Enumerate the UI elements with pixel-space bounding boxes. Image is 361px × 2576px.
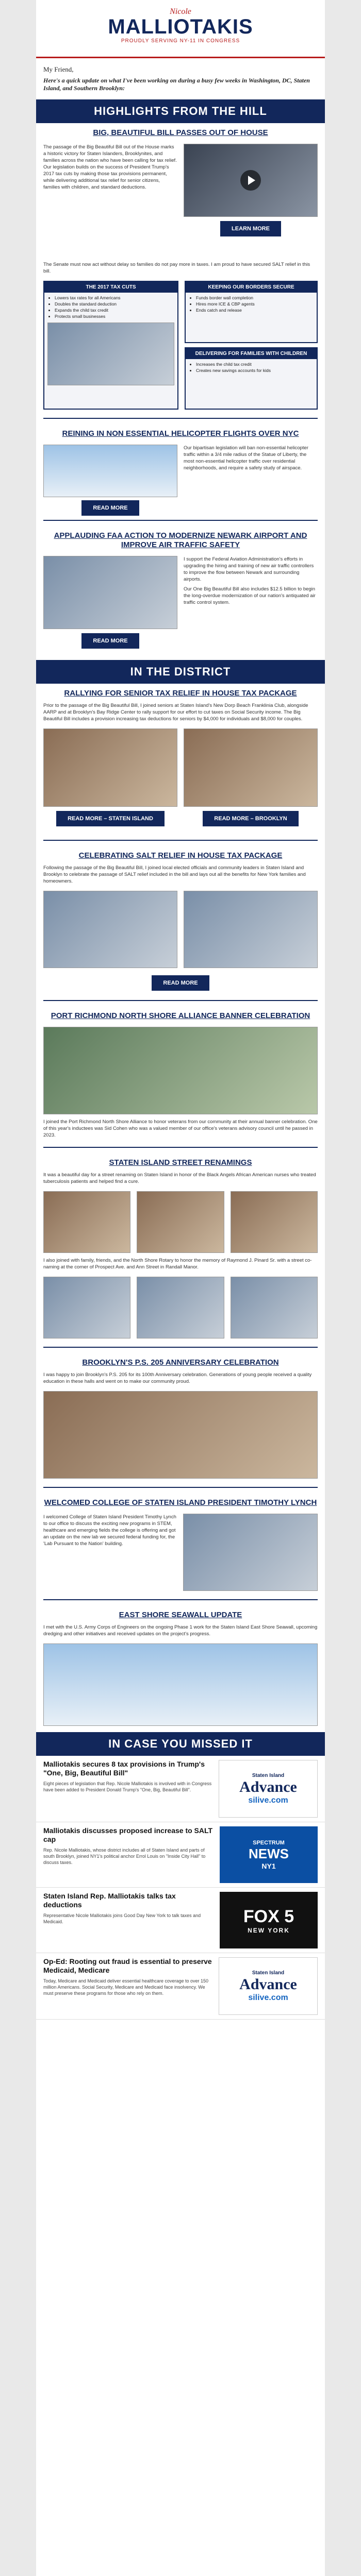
ps205-text: I was happy to join Brooklyn's P.S. 205 for its 100th Anniversary celebration. Generations of young people received a quality education in these halls and went on to make our community proud. [43, 1372, 312, 1384]
street-photo [231, 1191, 318, 1253]
heli-read-more-button[interactable]: READ MORE [81, 500, 139, 516]
news-item[interactable] [36, 1953, 325, 2020]
news-headline[interactable]: Malliotakis secures 8 tax provisions in Trump's "One, Big, Beautiful Bill" [43, 1760, 205, 1777]
section-banner-missed: IN CASE YOU MISSED IT [36, 1732, 325, 1756]
infobox-item: • Expands the child tax credit [55, 307, 173, 313]
bbb-row [36, 141, 325, 260]
csi-text: I welcomed College of Staten Island President Timothy Lynch to our office to discuss the exciting new programs in STEM, healthcare and emerging fields the college is offering and got an update on the new lab we secured federal funding for, the 'Lab Pursuant to the Nation' building. [43, 1514, 176, 1547]
infobox-families [185, 347, 318, 410]
salt-photo-1 [43, 891, 177, 968]
port-text: I joined the Port Richmond North Shore Alliance to honor veterans from our community at their annual banner celebration. One of this year's inductees was Sid Cohen who was a valued member of our office's veterans advisory council until he passed in 2023. [43, 1119, 318, 1138]
news-text [43, 1957, 212, 2015]
streets-photos-2 [36, 1274, 325, 1342]
infobox-item: • Protects small businesses [55, 313, 173, 319]
news-body: Representative Nicole Malliotakis joins Good Day New York to talk taxes and Medicaid. [43, 1913, 201, 1924]
fox5-logo: FOX 5 NEW YORK [220, 1892, 318, 1948]
rally-read-more-si-button[interactable]: READ MORE – STATEN ISLAND [56, 811, 165, 826]
streets-paragraph-1: It was a beautiful day for a street renaming on Staten Island in honor of the Black Angels African American nurses who treated tuberculosis patients and helped find a cure. [43, 1172, 316, 1184]
brand-logo: MALLIOTAKIS [108, 15, 253, 38]
section-banner-district: IN THE DISTRICT [36, 660, 325, 684]
divider [43, 1000, 318, 1001]
news-headline[interactable]: Malliotakis discusses proposed increase to SALT cap [43, 1826, 213, 1843]
salt-read-more-button[interactable]: READ MORE [152, 975, 209, 991]
port-title: PORT RICHMOND NORTH SHORE ALLIANCE BANNER CELEBRATION [51, 1011, 310, 1020]
infographic-image [47, 323, 174, 385]
faa-read-more-button[interactable]: READ MORE [81, 633, 139, 649]
faa-media [43, 556, 177, 654]
ps205-photos [36, 1388, 325, 1482]
infobox-item: • Hires more ICE & CBP agents [196, 301, 313, 307]
salt-photo-2 [184, 891, 318, 968]
seawall-text: I met with the U.S. Army Corps of Engineers on the ongoing Phase 1 work for the Staten Island East Shore Seawall, upcoming dredging and other initiatives and received updates on the project's progress. [43, 1624, 318, 1637]
streets-paragraph-2: I also joined with family, friends, and the North Shore Rotary to honor the memory of Raymond J. Pinard Sr. with a street co-naming at the corner of Prospect Ave. and Ann Street in Randall Manor. [43, 1258, 312, 1270]
faa-row [36, 553, 325, 657]
infobox-item: • Ends catch and release [196, 307, 313, 313]
infobox-borders [185, 281, 318, 343]
ps205-photo [43, 1391, 318, 1479]
infobox-item: • Funds border wall completion [196, 295, 313, 301]
news-item[interactable] [36, 1822, 325, 1888]
rally-photo-brooklyn [184, 728, 318, 807]
infobox-item: • Creates new savings accounts for kids [196, 367, 313, 374]
street-photo [137, 1277, 224, 1338]
rally-photos [36, 725, 325, 835]
salt-text: Following the passage of the Big Beautiful Bill, I joined local elected officials and community leaders in Staten Island and Brooklyn to celebrate the passage of SALT relief included in the bill and lays out all the benefits for New York families and homeowners. [43, 865, 306, 884]
intro-text: Here's a quick update on what I've been working on during a busy few weeks in Washington, DC, Staten Island, and Southern Brooklyn: [43, 77, 310, 92]
rally-col-bk [184, 728, 318, 832]
bbb-text [43, 144, 177, 257]
seawall-photos [36, 1640, 325, 1729]
bbb-title: BIG, BEAUTIFUL BILL PASSES OUT OF HOUSE [93, 128, 268, 137]
section-banner-hill: HIGHLIGHTS FROM THE HILL [36, 99, 325, 123]
play-icon[interactable] [240, 170, 261, 191]
port-photo [43, 1027, 318, 1114]
ny1-logo: SPECTRUM NEWS NY1 [220, 1826, 318, 1883]
port-photos [36, 1024, 325, 1117]
rally-title: RALLYING FOR SENIOR TAX RELIEF IN HOUSE TAX PACKAGE [64, 689, 297, 698]
newsletter [36, 0, 325, 2576]
street-photo [43, 1277, 130, 1338]
rally-text: Prior to the passage of the Big Beautiful Bill, I joined seniors at Staten Island's New Dorp Beach Franklinia Club, alongside AARP and at Brooklyn's Bay Ridge Center to rally support for our effort to cut taxes on Social Security income. The Big Beautiful Bill includes a provision increasing tax deductions for seniors by $4,000 for individuals and $8,000 for couples. [43, 703, 308, 722]
streets-title: STATEN ISLAND STREET RENAMINGS [109, 1158, 252, 1167]
salt-photos [36, 888, 325, 971]
ps205-title: BROOKLYN'S P.S. 205 ANNIVERSARY CELEBRATION [82, 1358, 279, 1367]
rally-read-more-bk-button[interactable]: READ MORE – BROOKLYN [203, 811, 298, 826]
streets-photos-1 [36, 1188, 325, 1256]
helicopter-image [43, 445, 177, 497]
infobox-tax-cuts [43, 281, 178, 410]
street-photo [43, 1191, 130, 1253]
divider [43, 1147, 318, 1148]
infobox-title: KEEPING OUR BORDERS SECURE [186, 282, 317, 293]
bbb-media [184, 144, 318, 257]
news-headline[interactable]: Staten Island Rep. Malliotakis talks tax deductions [43, 1892, 176, 1909]
bbb-learn-more-button[interactable]: LEARN MORE [220, 221, 281, 236]
heli-row [36, 442, 325, 515]
infobox-title: THE 2017 TAX CUTS [44, 282, 177, 293]
news-text [43, 1760, 212, 1818]
bbb-paragraph-2: The Senate must now act without delay so families do not pay more in taxes. I am proud to have secured SALT relief in this bill. [43, 262, 310, 274]
street-photo [137, 1191, 224, 1253]
signature: Nicole [170, 7, 191, 16]
csi-photo [183, 1514, 318, 1591]
faa-title: APPLAUDING FAA ACTION TO MODERNIZE NEWARK AIRPORT AND IMPROVE AIR TRAFFIC SAFETY [54, 531, 307, 549]
divider [43, 1599, 318, 1600]
heli-title: REINING IN NON ESSENTIAL HELICOPTER FLIGHTS OVER NYC [62, 429, 299, 438]
tagline: PROUDLY SERVING NY-11 IN CONGRESS [121, 38, 240, 44]
silive-logo: Staten Island Advance silive.com [219, 1957, 318, 2015]
infobox-title: DELIVERING FOR FAMILIES WITH CHILDREN [186, 348, 317, 359]
street-photo [231, 1277, 318, 1338]
infobox-column [185, 281, 318, 410]
news-item[interactable] [36, 1756, 325, 1822]
bbb-video-thumbnail[interactable] [184, 144, 318, 217]
divider [43, 1347, 318, 1348]
rally-photo-staten-island [43, 728, 177, 807]
greeting: My Friend, [43, 65, 74, 73]
news-body: Eight pieces of legislation that Rep. Nicole Malliotakis is involved with in Congress have been added to President Donald Trump's "One, Big, Beautiful Bill". [43, 1781, 212, 1792]
news-body: Today, Medicare and Medicaid deliver essential healthcare coverage to over 150 million Americans. Social Security, Medicare and Medicaid face insolvency. We must preserve these programs for those who rely on them. [43, 1978, 209, 1996]
faa-text [184, 556, 318, 654]
news-text [43, 1892, 214, 1948]
infobox-item: • Lowers tax rates for all Americans [55, 295, 173, 301]
heli-media [43, 445, 177, 512]
rally-col-si [43, 728, 177, 832]
news-body: Rep. Nicole Malliotakis, whose district includes all of Staten Island and parts of south Brooklyn, joined NY1's political anchor Errol Louis on "Inside City Hall" to discuss taxes. [43, 1848, 206, 1865]
faa-image [43, 556, 177, 629]
salt-title: CELEBRATING SALT RELIEF IN HOUSE TAX PACKAGE [78, 851, 283, 860]
news-headline[interactable]: Op-Ed: Rooting out fraud is essential to preserve Medicaid, Medicare [43, 1957, 212, 1974]
infobox-item: • Doubles the standard deduction [55, 301, 173, 307]
faa-paragraph-1: I support the Federal Aviation Administration's efforts in upgrading the hiring and training of new air traffic controllers to improve the flow between Newark and surrounding airports. [184, 556, 314, 582]
news-item[interactable] [36, 1888, 325, 1953]
news-text [43, 1826, 214, 1883]
csi-title: WELCOMED COLLEGE OF STATEN ISLAND PRESIDENT TIMOTHY LYNCH [44, 1498, 317, 1507]
divider [43, 840, 318, 841]
seawall-photo [43, 1643, 318, 1726]
faa-paragraph-2: Our One Big Beautiful Bill also includes $12.5 billion to begin the long-overdue modernization of our nation's antiquated air traffic control system. [184, 586, 316, 605]
csi-row [36, 1511, 325, 1594]
infobox-item: • Increases the child tax credit [196, 361, 313, 367]
bbb-infographics [36, 278, 325, 413]
divider [43, 520, 318, 521]
seawall-title: EAST SHORE SEAWALL UPDATE [119, 1611, 242, 1619]
divider [43, 1487, 318, 1488]
silive-logo: Staten Island Advance silive.com [219, 1760, 318, 1818]
divider [43, 418, 318, 419]
bbb-paragraph-1: The passage of the Big Beautiful Bill out of the House marks a historic victory for Staten Islanders, Brooklynites, and families across the nation who have been calling for tax relief. Our legislation builds on the success of President Trump's 2017 tax cuts by making those tax provisions permanent, while delivering additional tax relief for senior citizens, families with children, and standard deductions. [43, 144, 177, 190]
heli-text: Our bipartisan legislation will ban non-essential helicopter traffic within a 3/4 mile radius of the Statue of Liberty, the most non-essential helicopter traffic over residential neighborhoods, and require a safety study of airspace. [184, 445, 308, 471]
newsletter-header [36, 0, 325, 58]
